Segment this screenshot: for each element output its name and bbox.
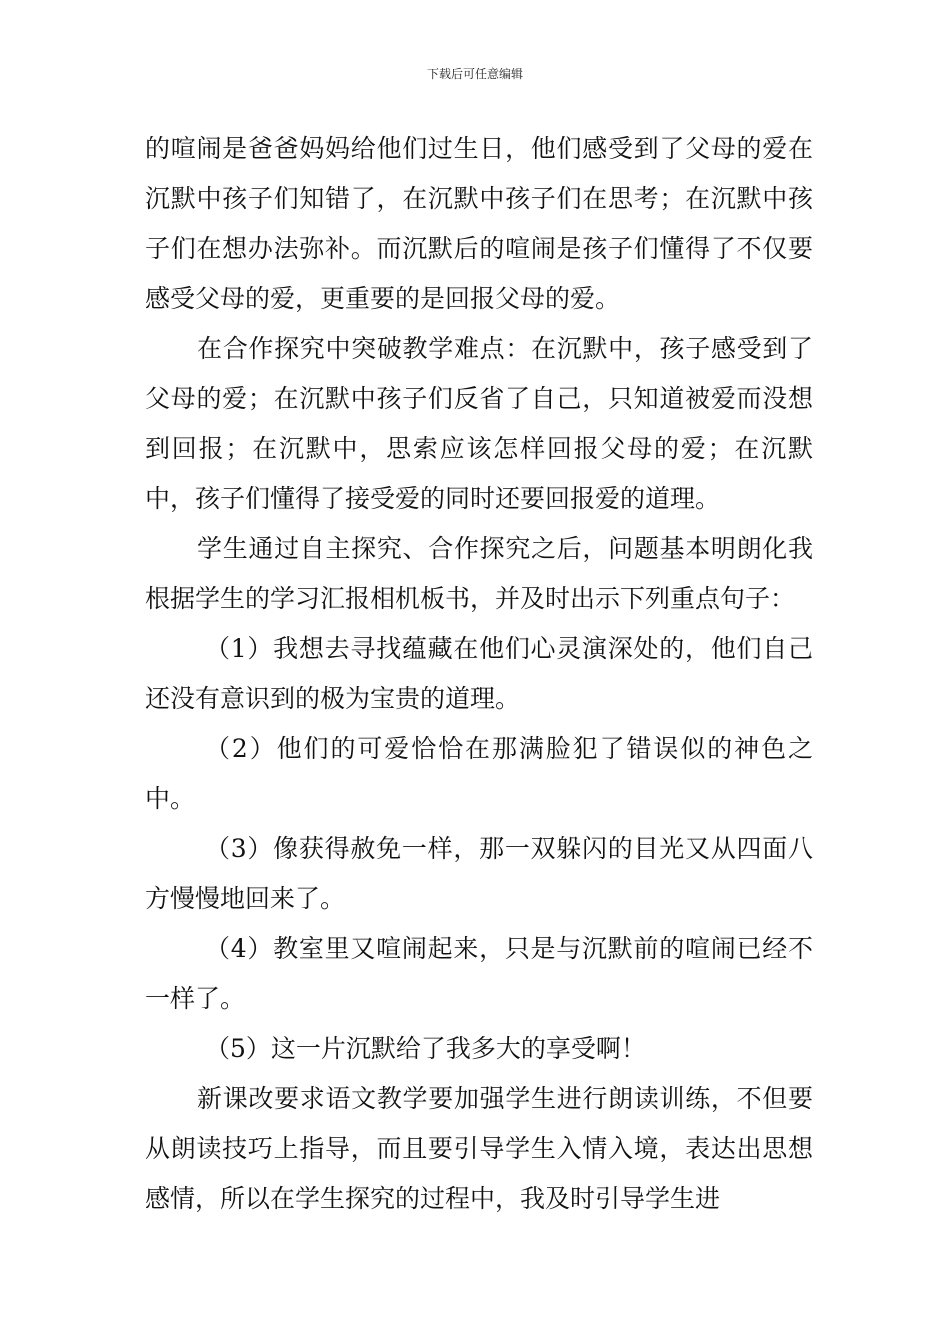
paragraph-1: 的喧闹是爸爸妈妈给他们过生日，他们感受到了父母的爱在沉默中孩子们知错了，在沉默中孩子们在思考；在沉默中孩子们在想办法弥补。而沉默后的喧闹是孩子们懂得了不仅要感受父母的爱，更重要的是回报父母的爱。	[145, 134, 813, 313]
list-item-3: （3）像获得赦免一样，那一双躲闪的目光又从四面八方慢慢地回来了。	[145, 834, 813, 913]
paragraph-3: 学生通过自主探究、合作探究之后，问题基本明朗化我根据学生的学习汇报相机板书，并及时出示下列重点句子：	[145, 534, 813, 613]
paragraph-4: 新课改要求语文教学要加强学生进行朗读训练，不但要从朗读技巧上指导，而且要引导学生入情入境，表达出思想感情，所以在学生探究的过程中，我及时引导学生进	[145, 1084, 813, 1213]
document-body	[145, 124, 813, 1224]
list-item-2: （2）他们的可爱恰恰在那满脸犯了错误似的神色之中。	[145, 734, 813, 813]
list-item-4: （4）教室里又喧闹起来，只是与沉默前的喧闹已经不一样了。	[145, 934, 813, 1013]
list-item-1: （1）我想去寻找蕴藏在他们心灵演深处的，他们自己还没有意识到的极为宝贵的道理。	[145, 634, 813, 713]
list-item-5: （5）这一片沉默给了我多大的享受啊！	[205, 1034, 646, 1063]
paragraph-2: 在合作探究中突破教学难点：在沉默中，孩子感受到了父母的爱；在沉默中孩子们反省了自己，只知道被爱而没想到回报；在沉默中，思索应该怎样回报父母的爱；在沉默中，孩子们懂得了接受爱的同时还要回报爱的道理。	[145, 334, 813, 513]
page-header: 下载后可任意编辑	[426, 67, 523, 81]
